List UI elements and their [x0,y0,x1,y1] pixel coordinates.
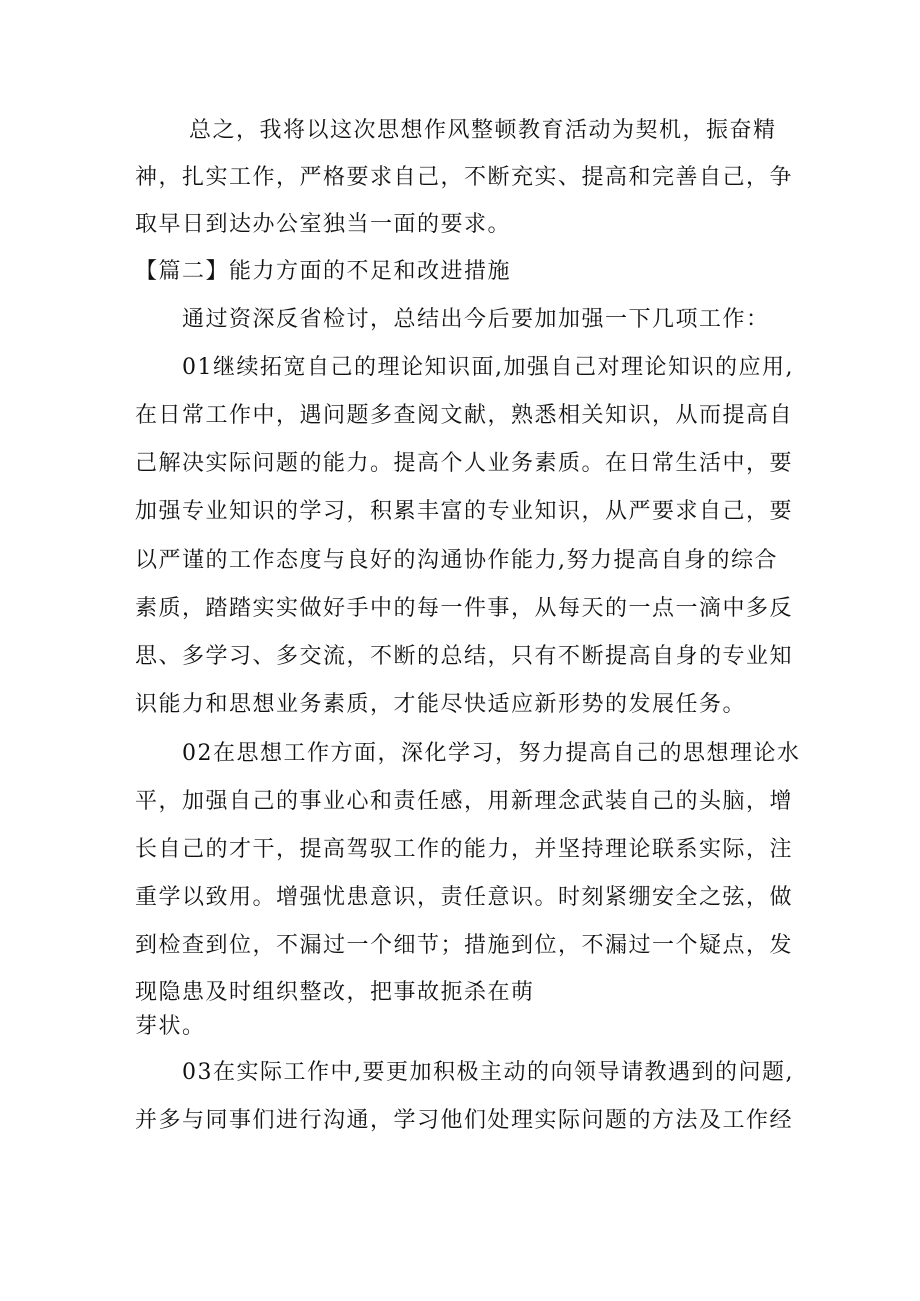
text-line: 总之，我将以这次思想作风整顿教育活动为契机，振奋精 [189,118,777,143]
text-line: 识能力和思想业务素质，才能尽快适应新形势的发展任务。 [135,692,747,717]
text-line: 01继续拓宽自己的理论知识面,加强自己对理论知识的应用, [182,355,794,380]
text-line: 03在实际工作中,要更加积极主动的向领导请教遇到的问题, [182,1060,794,1085]
text-line: 现隐患及时组织整改，把事故扼杀在萌 [135,980,535,1005]
text-line: 思、多学习、多交流，不断的总结，只有不断提高自身的专业知 [135,644,794,669]
text-line: 己解决实际问题的能力。提高个人业务素质。在日常生活中，要 [135,451,794,476]
text-line: 在日常工作中，遇问题多查阅文献，熟悉相关知识，从而提高自 [135,403,794,428]
text-line: 通过资深反省检讨，总结出今后要加加强一下几项工作： [182,307,770,332]
text-line: 神，扎实工作，严格要求自己，不断充实、提高和完善自己，争 [135,165,794,190]
text-line: 以严谨的工作态度与良好的沟通协作能力,努力提高自身的综合 [135,548,778,573]
text-line: 到检查到位，不漏过一个细节；措施到位，不漏过一个疑点，发 [135,933,794,958]
text-line: 长自己的才干，提高驾驭工作的能力，并坚持理论联系实际，注 [135,837,794,862]
text-line: 并多与同事们进行沟通，学习他们处理实际问题的方法及工作经 [135,1108,794,1133]
text-line: 02在思想工作方面，深化学习，努力提高自己的思想理论水 [182,741,801,766]
section-heading: 【篇二】能力方面的不足和改进措施 [135,259,512,284]
text-line: 素质，踏踏实实做好手中的每一件事，从每天的一点一滴中多反 [135,596,794,621]
text-line: 加强专业知识的学习，积累丰富的专业知识，从严要求自己，要 [135,499,794,524]
text-line: 芽状。 [135,1014,206,1039]
text-line: 取早日到达办公室独当一面的要求。 [135,212,512,237]
text-line: 重学以致用。增强忧患意识，责任意识。时刻紧绷安全之弦，做 [135,885,794,910]
text-line: 平，加强自己的事业心和责任感，用新理念武装自己的头脑，增 [135,789,794,814]
